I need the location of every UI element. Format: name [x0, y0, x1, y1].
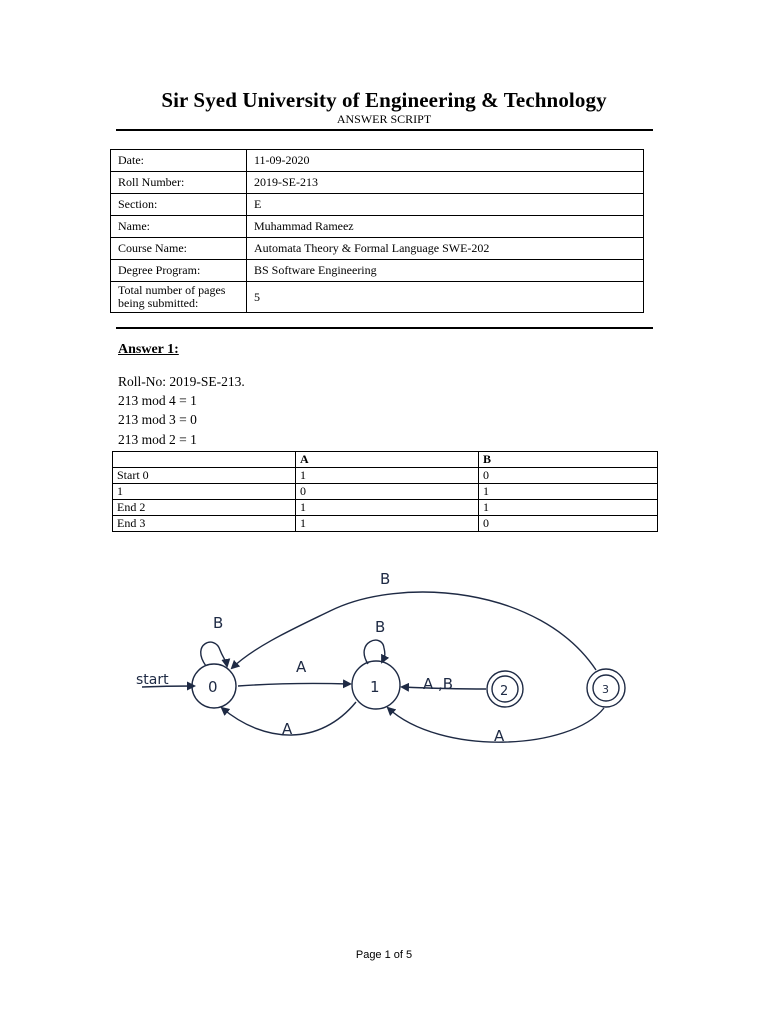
state-cell: End 3 [113, 516, 296, 532]
info-row-total-pages [111, 282, 644, 313]
state-cell: End 2 [113, 500, 296, 516]
b-cell: 0 [479, 516, 658, 532]
info-row-section [111, 194, 644, 216]
answer-line: Roll-No: 2019-SE-213. [118, 374, 245, 389]
dfa-diagram [120, 556, 640, 766]
info-row-date [111, 150, 644, 172]
edge-2-to-1-label: A ,B [423, 675, 454, 693]
info-row-name [111, 216, 644, 238]
state-1-label: 1 [370, 678, 380, 696]
b-cell: 0 [479, 468, 658, 484]
a-cell: 1 [296, 516, 479, 532]
edge-3-to-0-label: B [380, 570, 391, 588]
start-label: start [136, 672, 169, 688]
b-cell: 1 [479, 484, 658, 500]
state-0-label: 0 [208, 678, 218, 696]
b-cell: 1 [479, 500, 658, 516]
header-cell-b: B [479, 452, 658, 468]
page-number: Page 1 of 5 [355, 949, 413, 961]
edge-0-to-1 [238, 683, 350, 686]
info-label: Degree Program: [111, 260, 247, 282]
info-value: Muhammad Rameez [247, 216, 644, 238]
a-cell: 1 [296, 500, 479, 516]
table-row [113, 484, 658, 500]
edge-3-to-0 [232, 592, 596, 670]
answer-line: 213 mod 4 = 1 [118, 393, 197, 408]
info-value: 5 [247, 282, 644, 313]
info-label: Course Name: [111, 238, 247, 260]
info-label: Date: [111, 150, 247, 172]
info-value: E [247, 194, 644, 216]
header-cell [113, 452, 296, 468]
info-label: Section: [111, 194, 247, 216]
info-value: BS Software Engineering [247, 260, 644, 282]
a-cell: 0 [296, 484, 479, 500]
state-3-label: 3 [602, 683, 609, 696]
info-label: Name: [111, 216, 247, 238]
header-cell-a: A [296, 452, 479, 468]
info-row-degree-program [111, 260, 644, 282]
section-divider [116, 327, 653, 329]
info-row-roll-number [111, 172, 644, 194]
loop-0-label: B [213, 614, 224, 632]
answer-script-subtitle: ANSWER SCRIPT [336, 112, 432, 126]
info-value: 11-09-2020 [247, 150, 644, 172]
info-value: Automata Theory & Formal Language SWE-202 [247, 238, 644, 260]
transition-table [112, 451, 658, 532]
a-cell: 1 [296, 468, 479, 484]
info-label: Total number of pages being submitted: [111, 282, 247, 313]
edge-3-to-1-label: A [494, 727, 505, 745]
info-label: Roll Number: [111, 172, 247, 194]
answer-line: 213 mod 2 = 1 [118, 432, 197, 447]
edge-0-to-1-label: A [296, 658, 307, 676]
table-row [113, 500, 658, 516]
table-row [113, 468, 658, 484]
loop-0 [201, 642, 227, 666]
transition-header-row [113, 452, 658, 468]
state-cell: Start 0 [113, 468, 296, 484]
university-title: Sir Syed University of Engineering & Technology [161, 88, 607, 112]
student-info-table [110, 149, 644, 313]
info-value: 2019-SE-213 [247, 172, 644, 194]
header-divider [116, 129, 653, 131]
state-2-label: 2 [500, 684, 509, 699]
table-row [113, 516, 658, 532]
edge-1-to-0-label: A [282, 720, 293, 738]
answer-line: 213 mod 3 = 0 [118, 412, 197, 427]
info-row-course-name [111, 238, 644, 260]
state-cell: 1 [113, 484, 296, 500]
answer-heading: Answer 1: [118, 342, 179, 357]
loop-1-label: B [375, 618, 386, 636]
